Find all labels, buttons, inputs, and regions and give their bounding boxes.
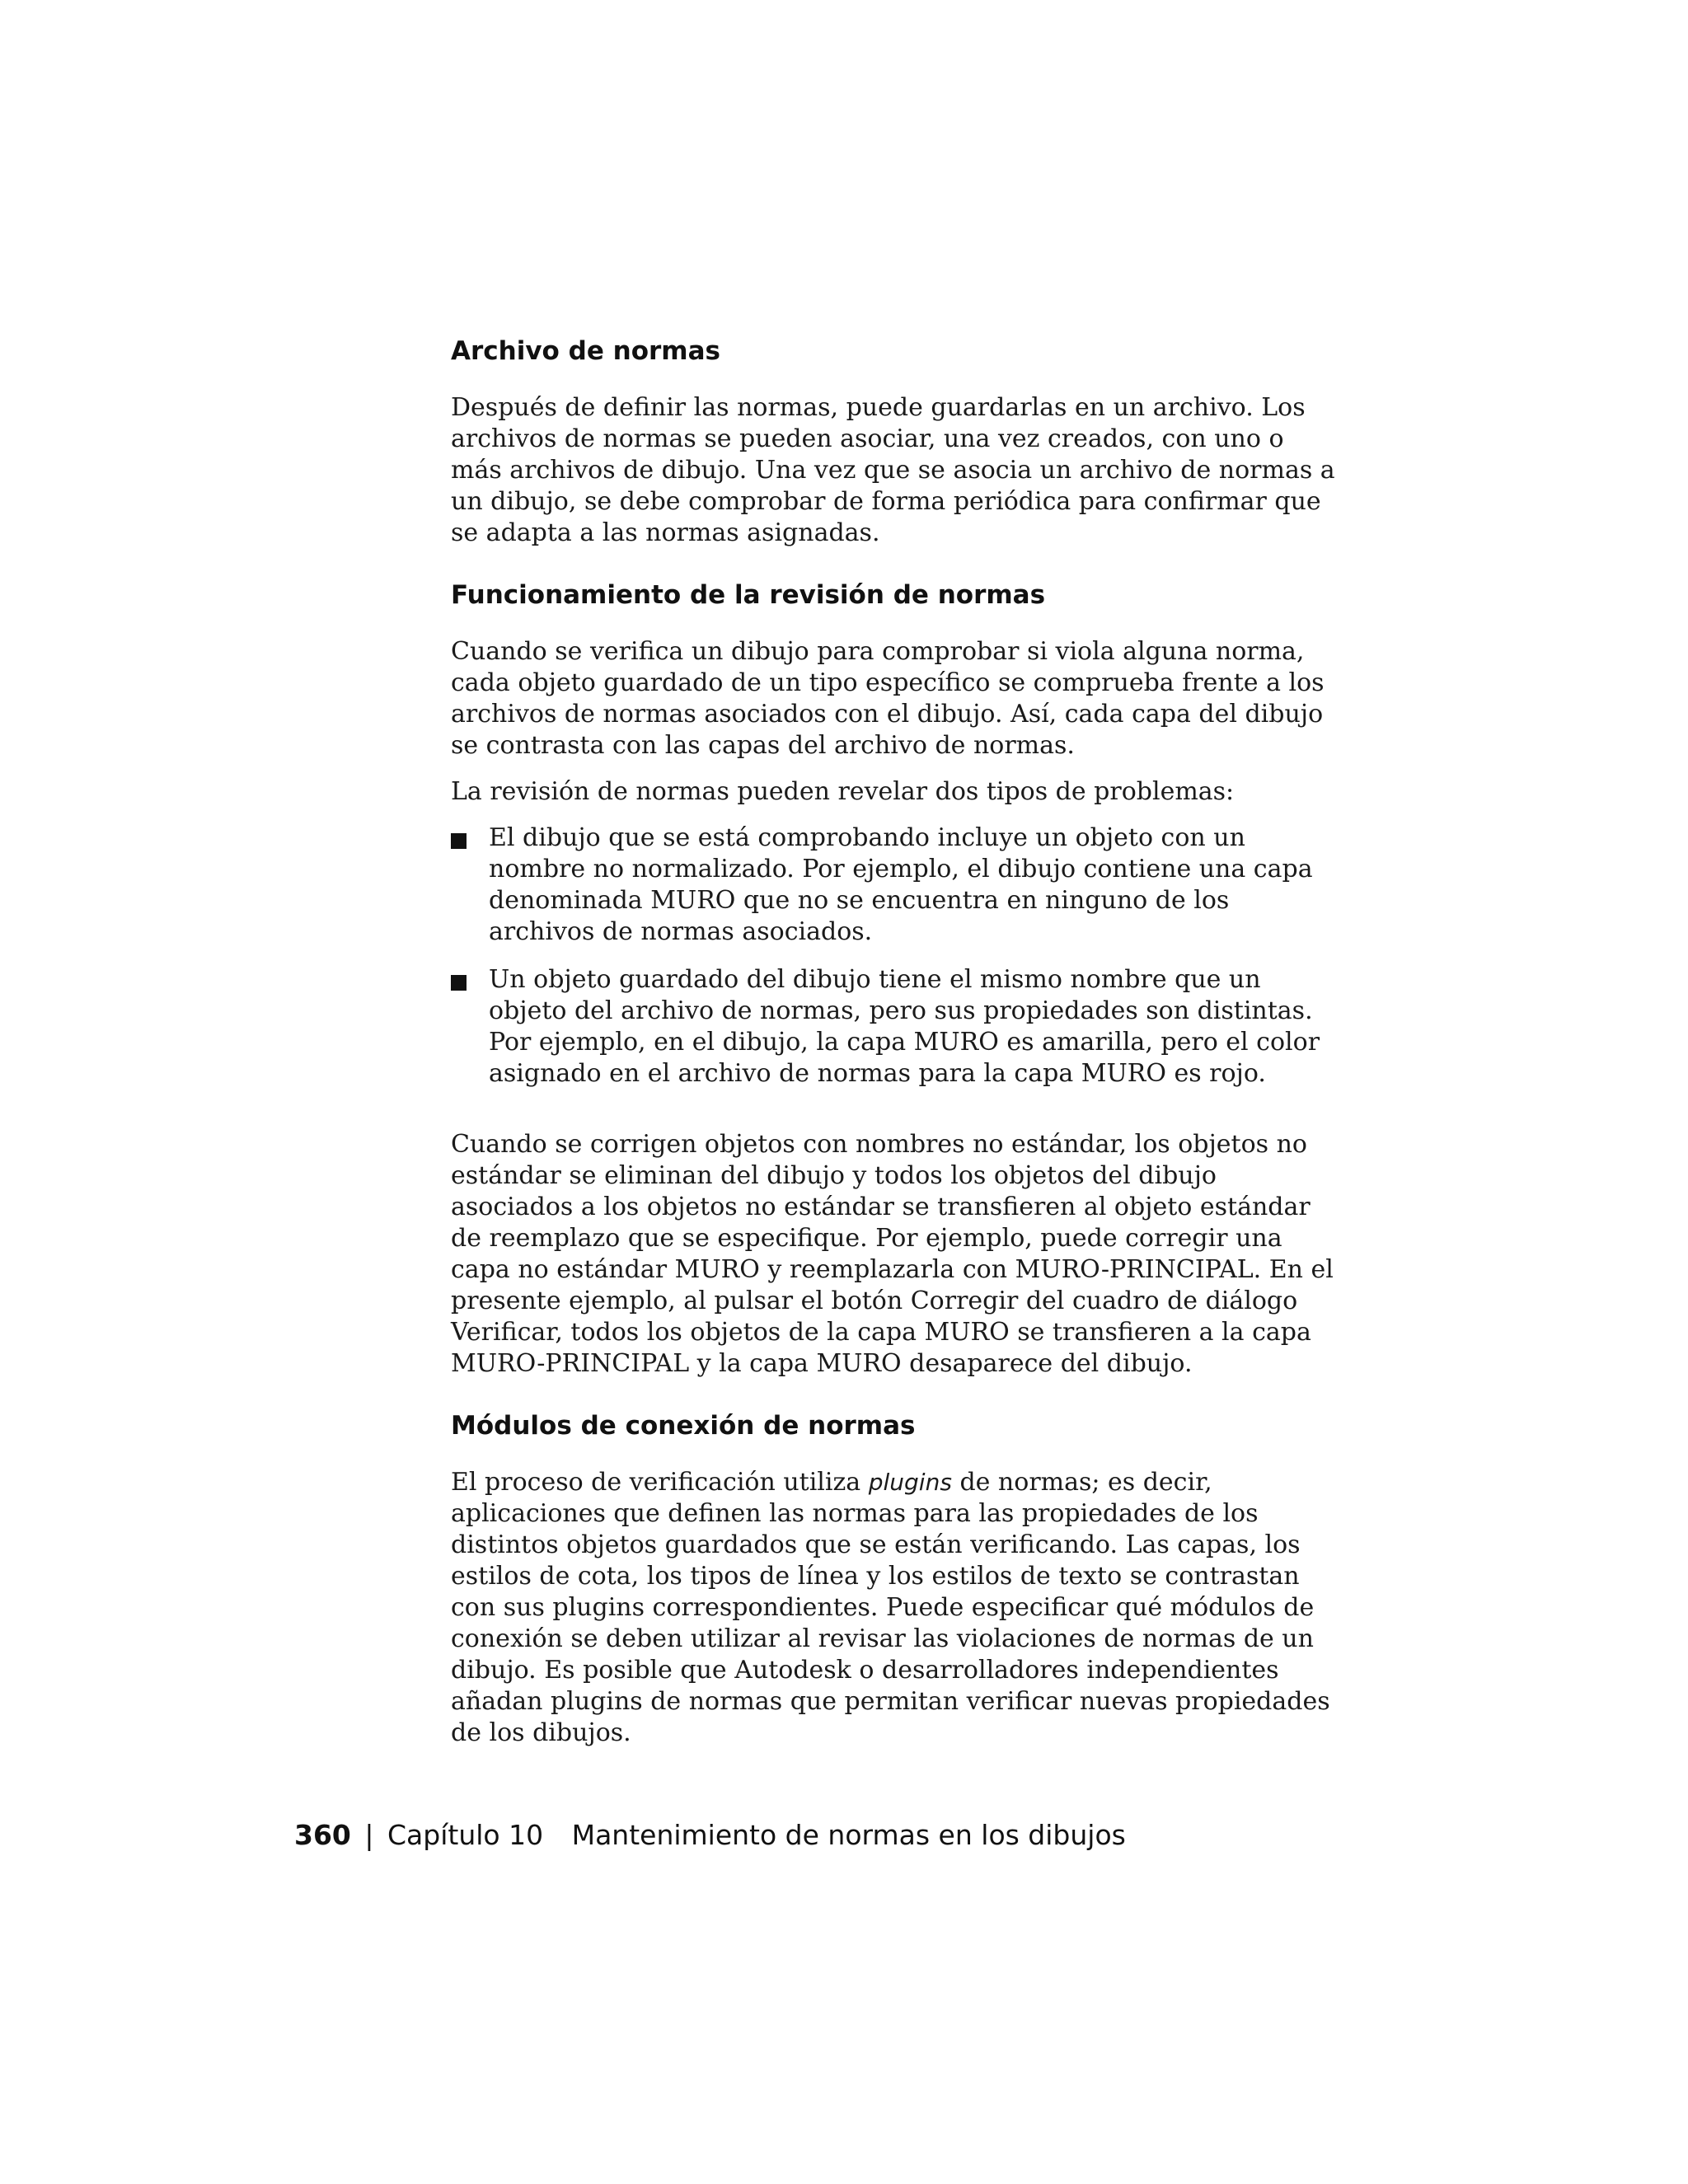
section-archivo-de-normas [451,335,1341,549]
paragraph [451,1467,1341,1749]
chapter-title: Mantenimiento de normas en los dibujos [571,1819,1126,1851]
paragraph: Cuando se corrigen objetos con nombres no estándar, los objetos no estándar se eliminan del dibujo y todos los objetos del dibujo asociados a los objetos no estándar se transfieren al objeto estándar de reemplazo que se especifique. Por ejemplo, puede corregir una capa no estándar MURO y reemplazarla con MURO-PRINCIPAL. En el presente ejemplo, al pulsar el botón Corregir del cuadro de diálogo Verificar, todos los objetos de la capa MURO se transfieren a la capa MURO-PRINCIPAL y la capa MURO desaparece del dibujo. [451,1130,1334,1378]
square-bullet-icon [451,975,467,991]
section-heading: Módulos de conexión de normas [451,1411,916,1441]
paragraph: La revisión de normas pueden revelar dos tipos de problemas: [451,777,1235,806]
square-bullet-icon [451,833,467,849]
list-item-text: El dibujo que se está comprobando incluye un objeto con un nombre no normalizado. Por ejemplo, el dibujo contiene una capa denominada MURO que no se encuentra en ninguno de los archivos de normas asociados. [489,823,1313,946]
page-footer [294,1817,1126,1854]
paragraph: Cuando se verifica un dibujo para comprobar si viola alguna norma, cada objeto guardado de un tipo específico se comprueba frente a los archivos de normas asociados con el dibujo. Así, cada capa del dibujo se contrasta con las capas del archivo de normas. [451,637,1325,760]
section-funcionamiento [451,579,1341,1380]
section-heading: Archivo de normas [451,336,720,366]
list-item [451,823,1341,948]
section-modulos-de-conexion [451,1409,1341,1749]
italic-term: plugins [868,1469,952,1496]
paragraph-text: El proceso de verificación utiliza [451,1468,869,1497]
bullet-list [451,823,1341,1090]
section-heading: Funcionamiento de la revisión de normas [451,580,1046,610]
page-body [451,335,1341,1779]
chapter-label: Capítulo 10 [387,1819,544,1851]
list-item-text: Un objeto guardado del dibujo tiene el mismo nombre que un objeto del archivo de normas, pero sus propiedades son distintas. Por ejemplo, en el dibujo, la capa MURO es amarilla, pero el color asignado en el archivo de normas para la capa MURO es rojo. [489,965,1320,1088]
list-item [451,964,1341,1090]
paragraph: Después de definir las normas, puede guardarlas en un archivo. Los archivos de normas se pueden asociar, una vez creados, con uno o más archivos de dibujo. Una vez que se asocia un archivo de normas a un dibujo, se debe comprobar de forma periódica para confirmar que se adapta a las normas asignadas. [451,393,1335,547]
paragraph-text: de normas; es decir, aplicaciones que definen las normas para las propiedades de los distintos objetos guardados que se están verificando. Las capas, los estilos de cota, los tipos de línea y los estilos de texto se contrastan con sus plugins correspondientes. Puede especificar qué módulos de conexión se deben utilizar al revisar las violaciones de normas de un dibujo. Es posible que Autodesk o desarrolladores independientes añadan plugins de normas que permitan verificar nuevas propiedades de los dibujos. [451,1468,1330,1747]
page-number: 360 [294,1819,351,1851]
footer-separator: | [364,1819,374,1851]
